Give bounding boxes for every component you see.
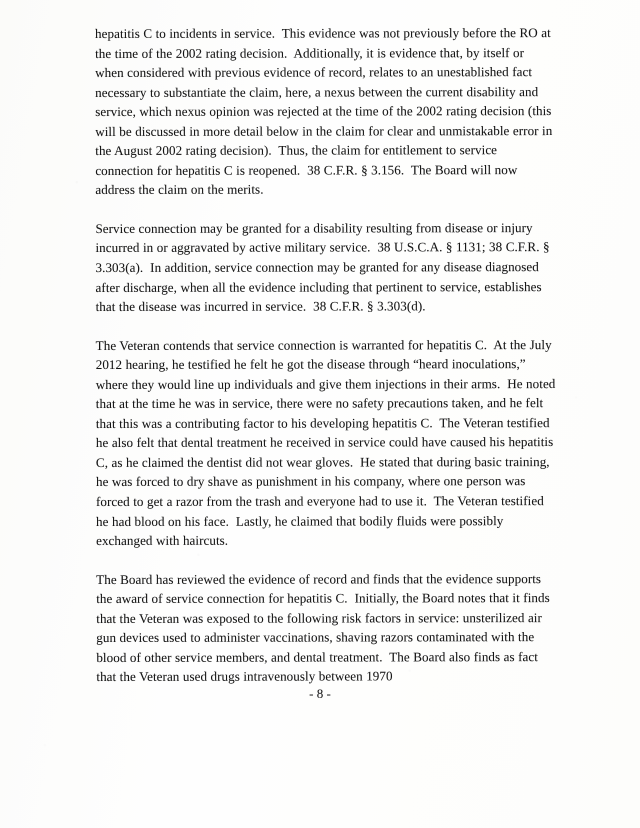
paragraph-board-findings: The Board has reviewed the evidence of record and finds that the evidence supports the award of service connection for hepatitis C. Initially, the Board notes that it finds that the Veteran was exposed to the following risk factors in service: unsterilized air gun devices used to administer vaccinations, shaving razors contaminated with the blood of other service members, and dental treatment. The Board also finds as fact that the Veteran used drugs intravenously between 1970 [96,570,554,685]
document-body [95,23,559,687]
page-number-footer: - 8 - [309,686,331,701]
paragraph-veteran-contentions: The Veteran contends that service connection is warranted for hepatitis C. At the July 2012 hearing, he testified he felt he got the disease through “heard inoculations,” where they would line up individuals and give them injections in their arms. He noted that at the time he was in service, there were no safety precautions taken, and he felt that this was a contributing factor to his developing hepatitis C. The Veteran testified he also felt that dental treatment he received in service could have caused his hepatitis C, as he claimed the dentist did not wear gloves. He stated that during basic training, he was forced to dry shave as punishment in his company, where one person was forced to get a razor from the trash and everyone had to use it. The Veteran testified he had blood on his face. Lastly, he claimed that bodily fluids were possibly exchanged with haircuts. [95,336,559,549]
paragraph-law-service-connection: Service connection may be granted for a disability resulting from disease or injury incurred in or aggravated by active military service. 38 U.S.C.A. § 1131; 38 C.F.R. § 3.303(a). In addition, service connection may be granted for any disease diagnosed after discharge, when all the evidence including that pertinent to service, establishes that the disease was incurred in service. 38 C.F.R. § 3.303(d). [95,219,554,315]
paragraph-reopening-claim: hepatitis C to incidents in service. This evidence was not previously before the RO at the time of the 2002 rating decision. Additionally, it is evidence that, by itself or when considered with previous evidence of record, relates to an unestablished fact necessary to substantiate the claim, here, a nexus between the current disability and service, which nexus opinion was rejected at the time of the 2002 rating decision (this will be discussed in more detail below in the claim for clear and unmistakable error in the August 2002 rating decision). Thus, the claim for entitlement to service connection for hepatitis C is reopened. 38 C.F.R. § 3.156. The Board will now address the claim on the merits. [95,25,556,198]
